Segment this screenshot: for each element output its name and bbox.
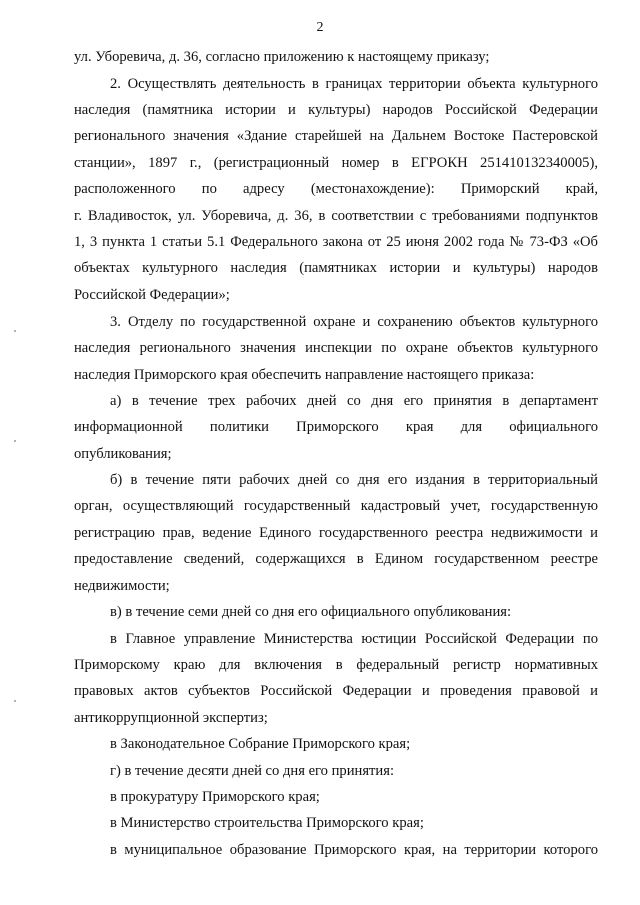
text-line: 3. Отделу по государственной охране и сохранению объектов культурного	[110, 314, 598, 330]
scan-speck	[14, 440, 16, 442]
text-line: в) в течение семи дней со дня его официального опубликования:	[110, 604, 512, 620]
scan-speck	[14, 700, 16, 702]
text-line: Российской Федерации»;	[74, 287, 230, 303]
text-line: 1, 3 пункта 1 статьи 5.1 Федерального закона от 25 июня 2002 года № 73-ФЗ «Об	[74, 234, 598, 250]
text-line: регионального значения «Здание старейшей на Дальнем Востоке Пастеровской	[74, 128, 598, 144]
text-line: в прокуратуру Приморского края;	[110, 789, 320, 805]
text-line: наследия (памятника истории и культуры) народов Российской Федерации	[74, 102, 598, 118]
text-line: ул. Уборевича, д. 36, согласно приложению к настоящему приказу;	[74, 49, 490, 65]
text-line: наследия Приморского края обеспечить направление настоящего приказа:	[74, 367, 535, 383]
text-line: антикоррупционной экспертиз;	[74, 710, 268, 726]
text-line: регистрацию прав, ведение Единого государственного реестра недвижимости и	[74, 525, 598, 541]
text-line: информационной политики Приморского края для официального	[74, 419, 598, 435]
text-line: в Законодательное Собрание Приморского края;	[110, 736, 411, 752]
text-line: г) в течение десяти дней со дня его принятия:	[110, 763, 395, 779]
text-line: орган, осуществляющий государственный кадастровый учет, государственную	[74, 498, 598, 514]
text-line: Приморскому краю для включения в федеральный регистр нормативных	[74, 657, 598, 673]
text-line: в Главное управление Министерства юстиции Российской Федерации по	[110, 631, 598, 647]
scan-speck	[14, 330, 16, 332]
text-line: опубликования;	[74, 446, 172, 462]
text-line: 2. Осуществлять деятельность в границах территории объекта культурного	[110, 76, 598, 92]
text-line: недвижимости;	[74, 578, 170, 594]
text-line: станции», 1897 г., (регистрационный номер в ЕГРОКН 251410132340005),	[74, 155, 598, 171]
page-number: 2	[316, 20, 324, 35]
text-line: б) в течение пяти рабочих дней со дня его издания в территориальный	[110, 472, 598, 488]
text-line: г. Владивосток, ул. Уборевича, д. 36, в соответствии с требованиями подпунктов	[74, 208, 598, 224]
text-line: а) в течение трех рабочих дней со дня его принятия в департамент	[110, 393, 598, 409]
text-line: в муниципальное образование Приморского края, на территории которого	[110, 842, 598, 858]
text-line: расположенного по адресу (местонахождение): Приморский край,	[74, 181, 598, 197]
text-line: предоставление сведений, содержащихся в Едином государственном реестре	[74, 551, 598, 567]
text-line: объектах культурного наследия (памятниках истории и культуры) народов	[74, 260, 598, 276]
text-line: правовых актов субъектов Российской Федерации и проведения правовой и	[74, 683, 598, 699]
text-line: в Министерство строительства Приморского края;	[110, 815, 424, 831]
text-line: наследия регионального значения инспекции по охране объектов культурного	[74, 340, 598, 356]
